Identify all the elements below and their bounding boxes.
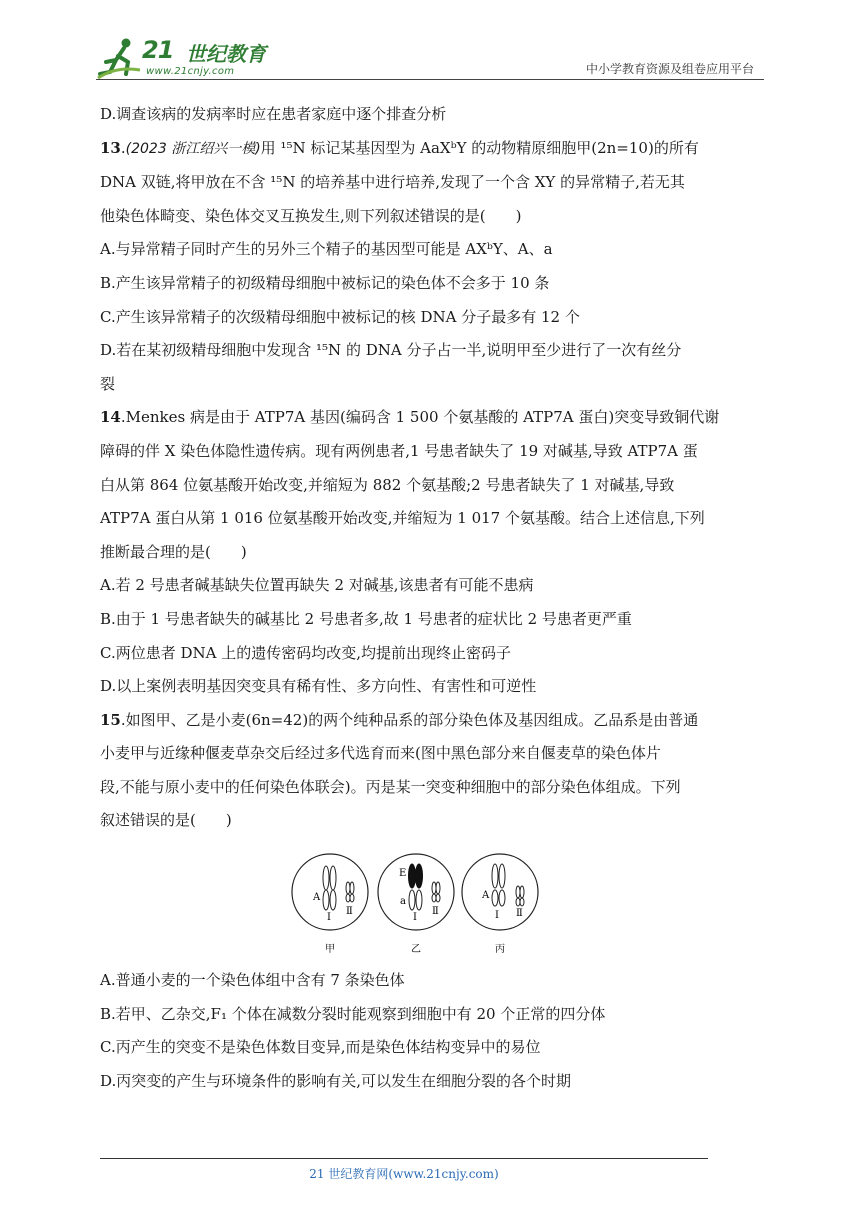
cell-yi-roman1: Ⅰ (413, 912, 417, 924)
logo-text: 世纪教育 (186, 42, 266, 66)
cell-bing-roman1: Ⅰ (495, 910, 499, 922)
logo-number: 21 (142, 36, 174, 64)
q14-option-b: B.由于 1 号患者缺失的碱基比 2 号患者多,故 1 号患者的症状比 2 号患者更严重 (100, 609, 632, 628)
site-logo[interactable] (96, 36, 276, 80)
page-header (96, 28, 764, 80)
q15-stem-line2: 小麦甲与近缘种偃麦草杂交后经过多代选育而来(图中黑色部分来自偃麦草的染色体片 (100, 744, 661, 763)
q15-option-b: B.若甲、乙杂交,F₁ 个体在减数分裂时能观察到细胞中有 20 个正常的四分体 (100, 1004, 606, 1023)
cell-bing-gene-bottom: A (482, 890, 490, 902)
page-footer[interactable]: 21 世纪教育网(www.21cnjy.com) (309, 1167, 499, 1181)
q15-number: 15 (100, 710, 121, 729)
q12-option-d: D.调查该病的发病率时应在患者家庭中逐个排查分析 (100, 105, 447, 123)
q13-option-d-cont: 裂 (100, 374, 116, 393)
q13-stem-line1: 13.(2023 浙江绍兴一模)用 ¹⁵N 标记某基因型为 AaXᵇY 的动物精原细胞甲(2n=10)的所有 (100, 138, 699, 157)
cell-yi-roman2: Ⅱ (432, 906, 439, 918)
cell-bing (462, 854, 538, 955)
q15-stem-line3: 段,不能与原小麦中的任何染色体联会)。丙是某一突变种细胞中的部分染色体组成。下列 (100, 777, 681, 796)
q15-option-c: C.丙产生的突变不是染色体数目变异,而是染色体结构变异中的易位 (100, 1038, 541, 1057)
header-divider (96, 79, 764, 80)
q15-stem-line1 (100, 704, 768, 738)
cell-jia-roman1: Ⅰ (327, 912, 331, 924)
q14-option-a: A.若 2 号患者碱基缺失位置再缺失 2 对碱基,该患者有可能不患病 (100, 576, 534, 595)
header-tagline: 中小学教育资源及组卷应用平台 (585, 62, 754, 76)
q14-stem-text: .Menkes 病是由于 ATP7A 基因(编码含 1 500 个氨基酸的 ATP7A 蛋白)突变导致铜代谢 (120, 408, 720, 427)
footer-divider (100, 1158, 708, 1159)
q14-option-d: D.以上案例表明基因突变具有稀有性、多方向性、有害性和可逆性 (100, 677, 537, 696)
runner-icon (96, 36, 142, 80)
cell-jia-roman2: Ⅱ (346, 906, 353, 918)
q15-stem-text: .如图甲、乙是小麦(6n=42)的两个纯种品系的部分染色体及基因组成。乙品系是由普通 (120, 710, 699, 729)
q14-number: 14 (100, 408, 121, 427)
q13-option-d: D.若在某初级精母细胞中发现含 ¹⁵N 的 DNA 分子占一半,说明甲至少进行了一次有丝分 (100, 341, 682, 360)
q13-stem-text: 用 ¹⁵N 标记某基因型为 AaXᵇY 的动物精原细胞甲(2n=10)的所有 (260, 138, 699, 157)
q13-option-b: B.产生该异常精子的初级精母细胞中被标记的染色体不会多于 10 条 (100, 273, 550, 292)
q15-option-d: D.丙突变的产生与环境条件的影响有关,可以发生在细胞分裂的各个时期 (100, 1071, 572, 1090)
q13-option-a: A.与异常精子同时产生的另外三个精子的基因型可能是 AXᵇY、A、a (100, 240, 553, 259)
cell-bing-label: 丙 (495, 944, 505, 956)
cell-jia-gene-bottom: A (313, 892, 321, 904)
q13-source: (2023 浙江绍兴一模) (125, 140, 261, 157)
document-body (100, 98, 768, 1098)
q14-stem-line2: 障碍的伴 X 染色体隐性遗传病。现有两例患者,1 号患者缺失了 19 对碱基,导致 ATP7A 蛋 (100, 441, 698, 460)
chromosome-figure (100, 842, 768, 964)
cell-yi-label: 乙 (411, 944, 421, 956)
q13-stem-line2: DNA 双链,将甲放在不含 ¹⁵N 的培养基中进行培养,发现了一个含 XY 的异常精子,若无其 (100, 173, 685, 192)
cell-yi (378, 854, 454, 955)
cell-jia-label: 甲 (325, 944, 335, 956)
q13-number: 13 (100, 138, 121, 157)
q14-stem-line5: 推断最合理的是( ) (100, 542, 247, 561)
q14-stem-line1 (100, 401, 768, 435)
cell-yi-gene-top: E (399, 868, 407, 880)
q14-stem-line4: ATP7A 蛋白从第 1 016 位氨基酸开始改变,并缩短为 1 017 个氨基酸。结合上述信息,下列 (100, 509, 705, 528)
q15-option-a: A.普通小麦的一个染色体组中含有 7 条染色体 (100, 971, 405, 990)
q13-option-c: C.产生该异常精子的次级精母细胞中被标记的核 DNA 分子最多有 12 个 (100, 307, 580, 326)
q13-stem-line3: 他染色体畸变、染色体交叉互换发生,则下列叙述错误的是( ) (100, 206, 522, 225)
q15-stem-line4: 叙述错误的是( ) (100, 811, 232, 830)
cell-yi-gene-bottom: a (400, 896, 406, 908)
cell-jia (292, 854, 368, 955)
q14-option-c: C.两位患者 DNA 上的遗传密码均改变,均提前出现终止密码子 (100, 643, 512, 662)
cell-bing-roman2: Ⅱ (516, 908, 523, 920)
chromosome-diagram (290, 842, 540, 962)
q14-stem-line3: 白从第 864 位氨基酸开始改变,并缩短为 882 个氨基酸;2 号患者缺失了 1 对碱基,导致 (100, 475, 675, 494)
logo-url: www.21cnjy.com (146, 66, 235, 77)
